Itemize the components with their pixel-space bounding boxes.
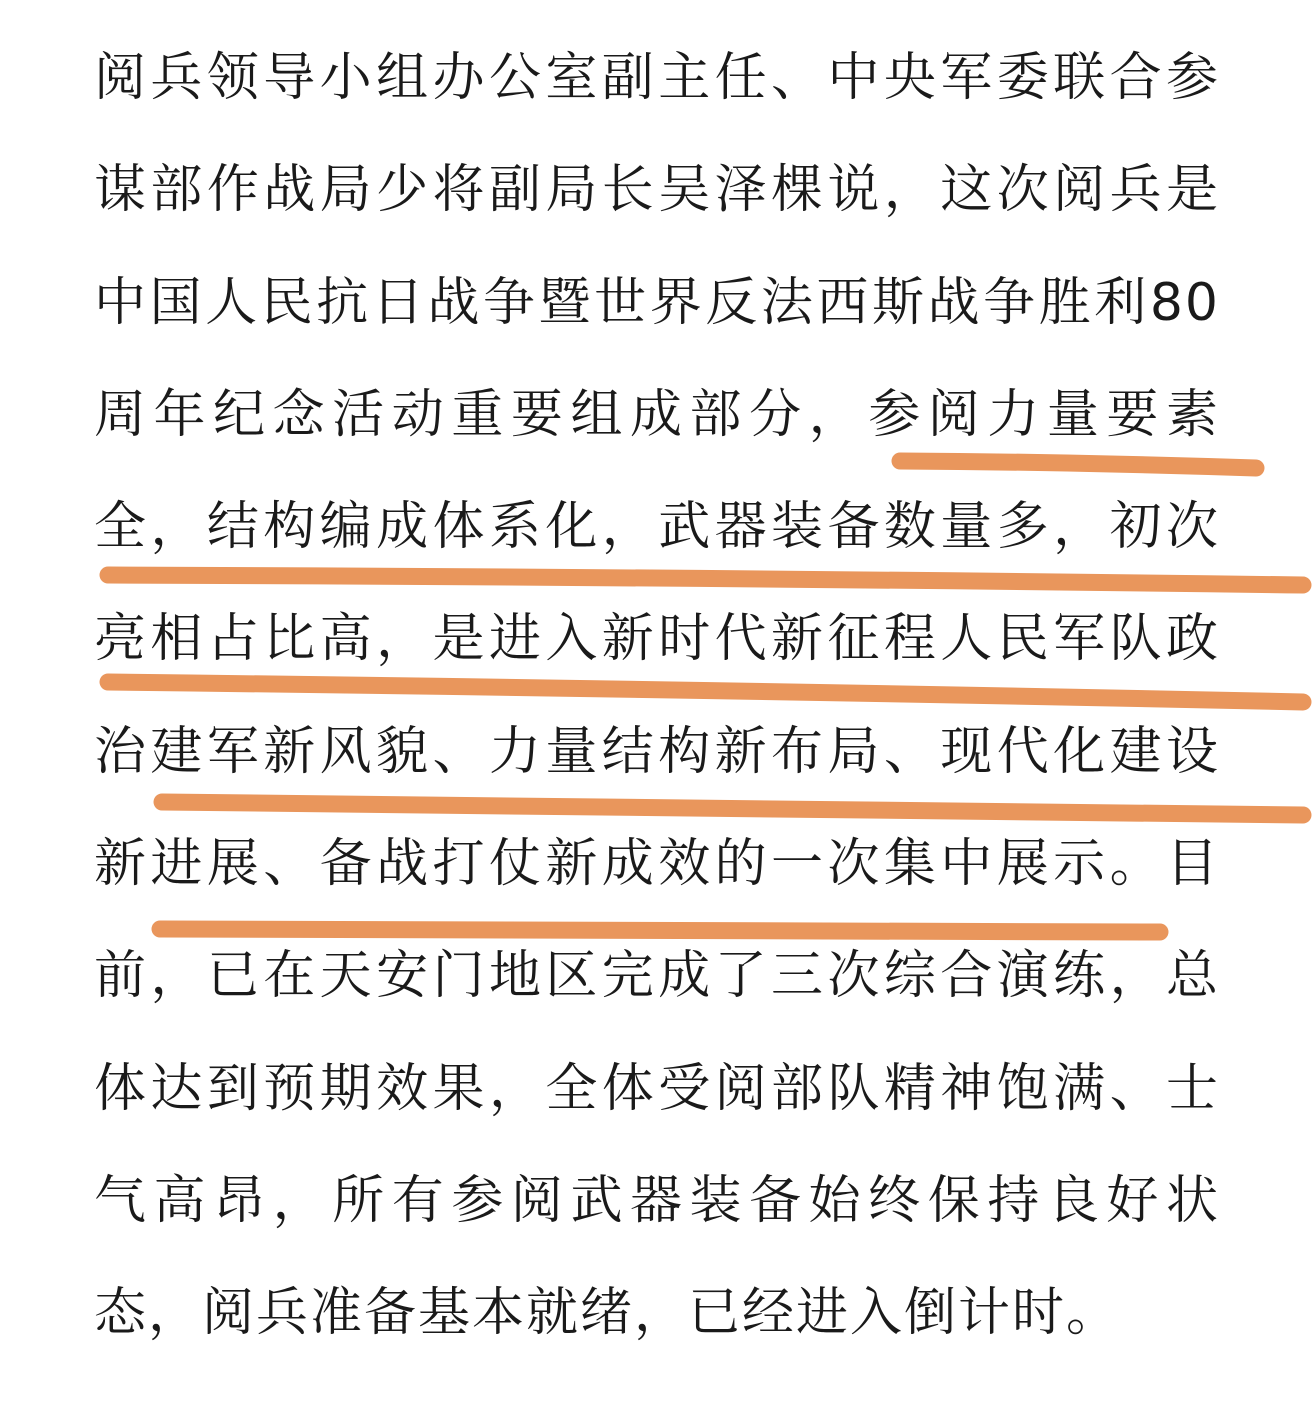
article-line-9: 前，已在天安门地区完成了三次综合演练，总: [94, 946, 1220, 1007]
article-line-10: 体达到预期效果，全体受阅部队精神饱满、士: [94, 1058, 1220, 1119]
article-line-1: 阅兵领导小组办公室副主任、中央军委联合参: [94, 48, 1220, 108]
article-line-7: 治建军新风貌、力量结构新布局、现代化建设: [94, 721, 1220, 782]
article-line-5: 全，结构编成体系化，武器装备数量多，初次: [94, 497, 1220, 558]
article-line-2: 谋部作战局少将副局长吴泽棵说，这次阅兵是: [94, 160, 1220, 221]
article-line-8: 新进展、备战打仗新成效的一次集中展示。目: [94, 834, 1220, 895]
article-line-12: 态，阅兵准备基本就绪，已经进入倒计时。: [94, 1283, 1121, 1344]
article-line-4: 周年纪念活动重要组成部分，参阅力量要素: [94, 384, 1220, 445]
article-line-6: 亮相占比高，是进入新时代新征程人民军队政: [94, 609, 1220, 670]
article-line-3: 中国人民抗日战争暨世界反法西斯战争胜利80: [94, 272, 1220, 333]
article-paragraph: [94, 22, 1220, 1370]
article-line-11: 气高昂，所有参阅武器装备始终保持良好状: [94, 1170, 1220, 1231]
